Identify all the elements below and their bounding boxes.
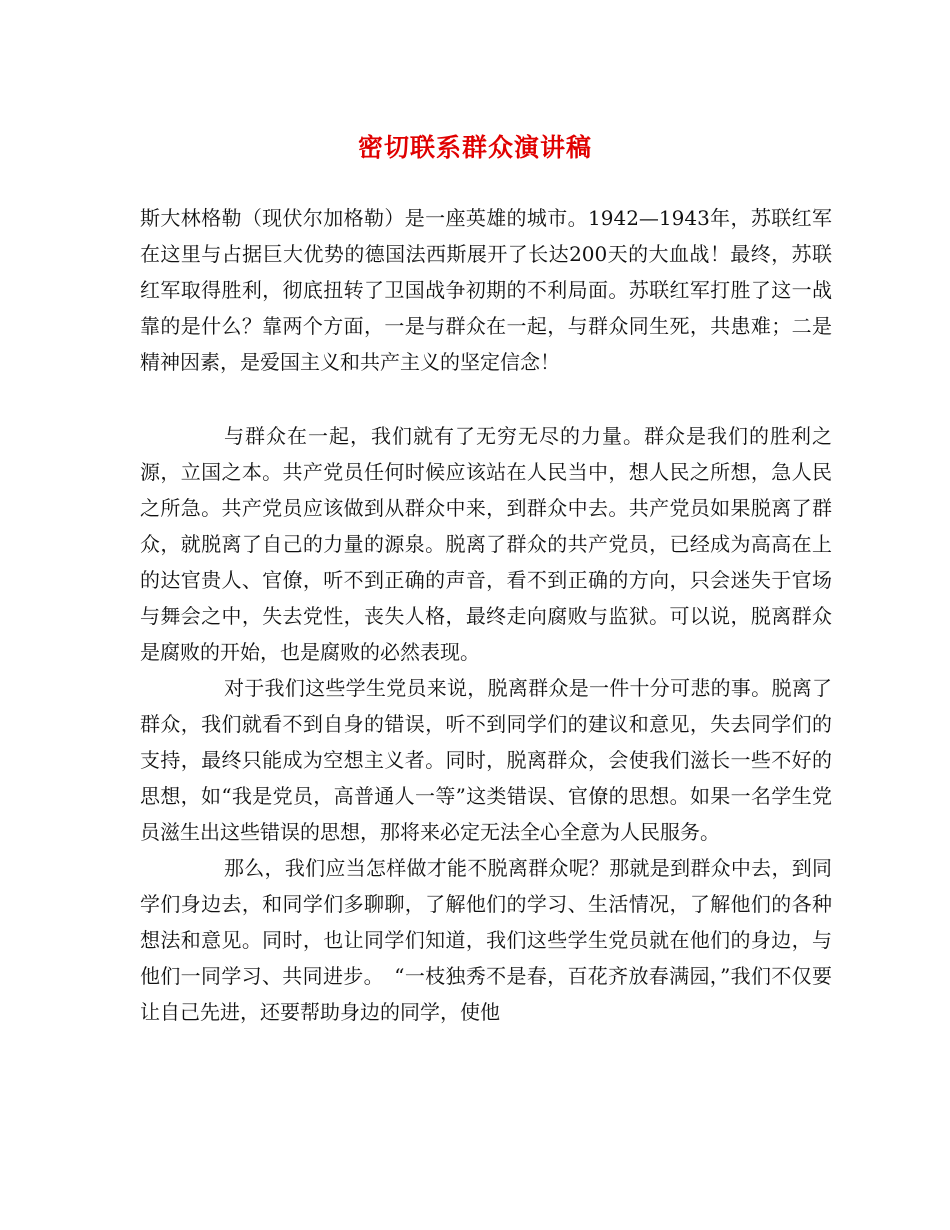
document-title: 密切联系群众演讲稿 [357,133,592,162]
paragraph-spacer [140,380,832,418]
document-body [140,200,832,1030]
paragraph-2: 与群众在一起，我们就有了无穷无尽的力量。群众是我们的胜利之源，立国之本。共产党员任何时候应该站在人民当中，想人民之所想，急人民之所急。共产党员应该做到从群众中来，到群众中去。共产党员如果脱离了群众，就脱离了自己的力量的源泉。脱离了群众的共产党员，已经成为高高在上的达官贵人、官僚，听不到正确的声音，看不到正确的方向，只会迷失于官场与舞会之中，失去党性，丧失人格，最终走向腐败与监狱。可以说，脱离群众是腐败的开始，也是腐败的必然表现。 [140,424,832,664]
paragraph-3: 对于我们这些学生党员来说，脱离群众是一件十分可悲的事。脱离了群众，我们就看不到自身的错误，听不到同学们的建议和意见，失去同学们的支持，最终只能成为空想主义者。同时，脱离群众，会使我们滋长一些不好的思想，如“我是党员，高普通人一等”这类错误、官僚的思想。如果一名学生党员滋生出这些错误的思想，那将来必定无法全心全意为人民服务。 [140,676,832,844]
paragraph-1: 斯大林格勒（现伏尔加格勒）是一座英雄的城市。1942—1943年，苏联红军在这里与占据巨大优势的德国法西斯展开了长达200天的大血战！最终，苏联红军取得胜利，彻底扭转了卫国战争初期的不利局面。苏联红军打胜了这一战靠的是什么？靠两个方面，一是与群众在一起，与群众同生死，共患难；二是精神因素，是爱国主义和共产主义的坚定信念！ [140,206,832,374]
paragraph-4: 那么，我们应当怎样做才能不脱离群众呢？那就是到群众中去，到同学们身边去，和同学们多聊聊，了解他们的学习、生活情况，了解他们的各种想法和意见。同时，也让同学们知道，我们这些学生党员就在他们的身边，与他们一同学习、共同进步。 “一枝独秀不是春，百花齐放春满园，”我们不仅要让自己先进，还要帮助身边的同学，使他 [140,856,832,1024]
